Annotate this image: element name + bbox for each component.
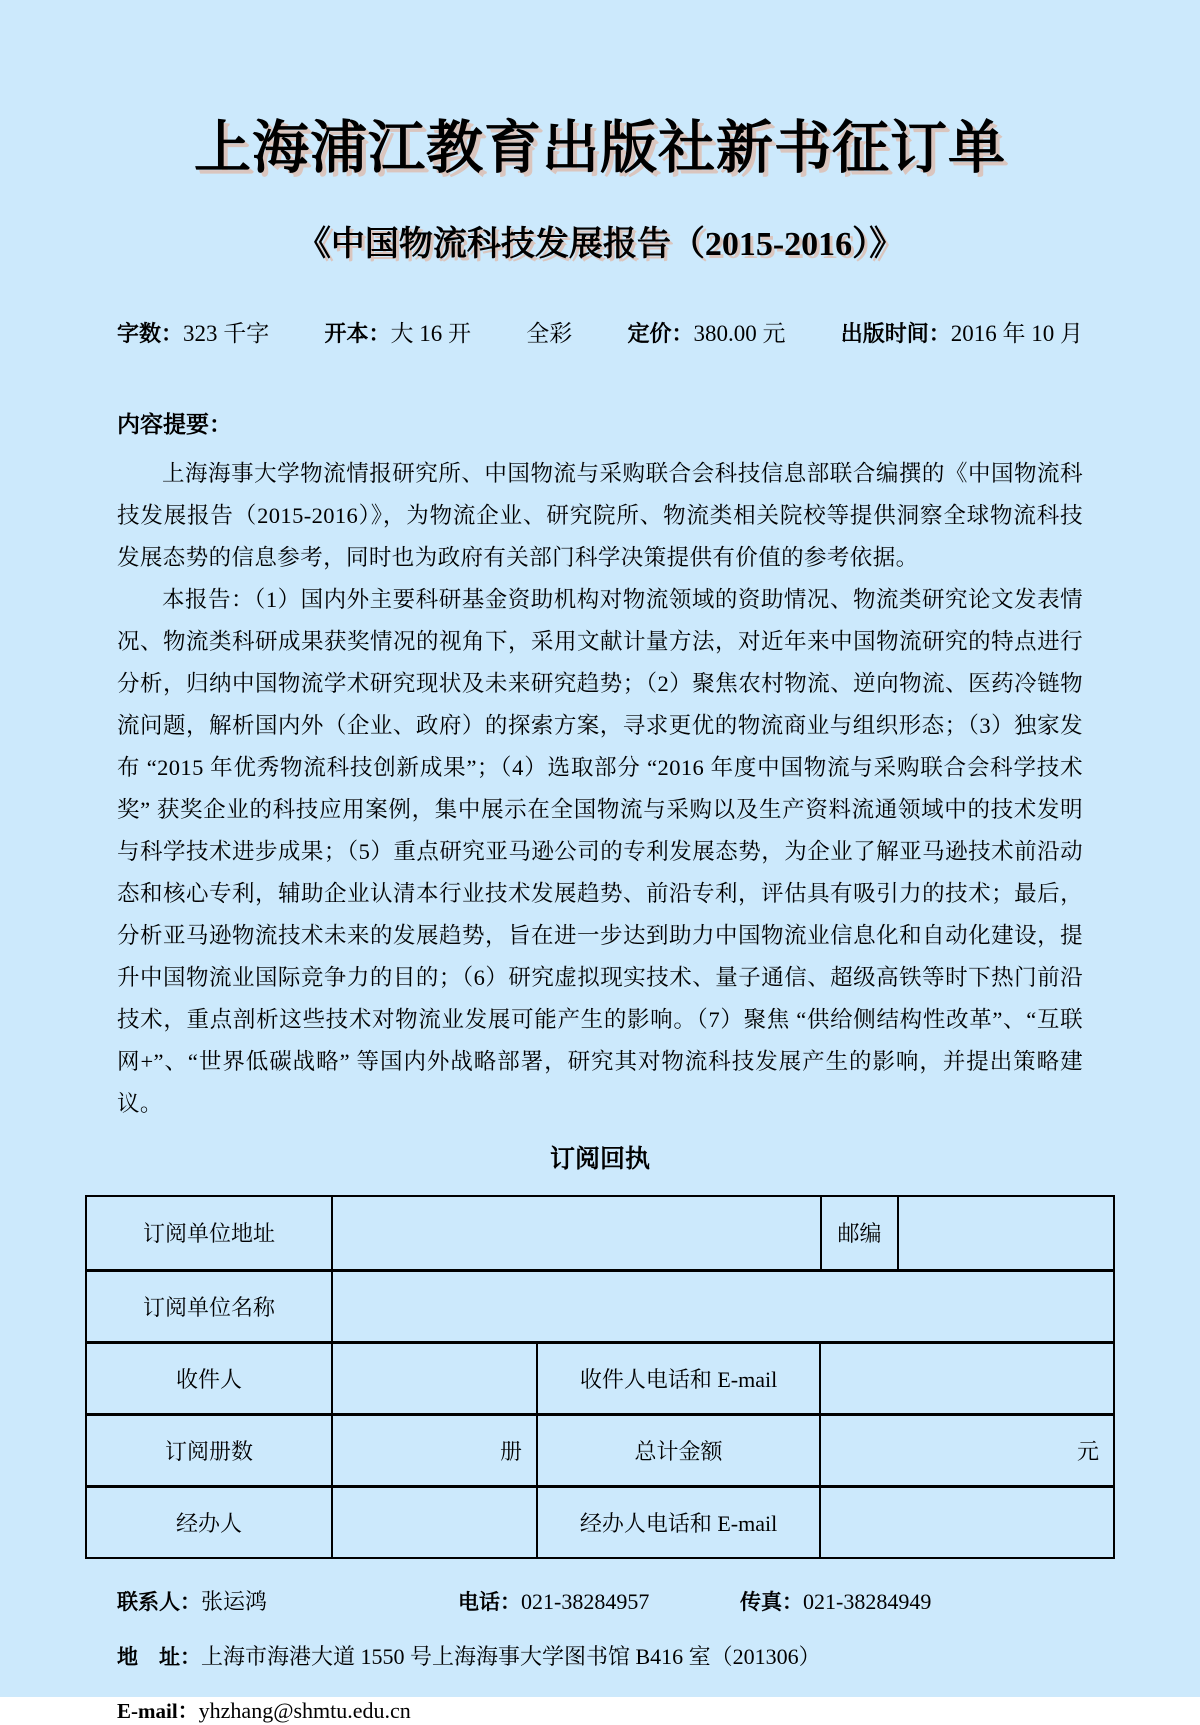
total-amount-field[interactable]: 元 [819, 1416, 1113, 1485]
address-label: 订阅单位地址 [142, 1221, 275, 1247]
email-line [117, 1695, 1083, 1725]
address-footer-value: 上海市海港大道 1550 号上海海事大学图书馆 B416 室（201306） [201, 1643, 821, 1669]
fax-value: 021-38284949 [803, 1588, 932, 1614]
format [325, 315, 472, 348]
price [627, 315, 785, 348]
price-value: 380.00 元 [693, 320, 786, 346]
recipient-contact-label: 收件人电话和 E-mail [536, 1344, 819, 1413]
table-row-address [87, 1197, 1113, 1269]
word-count-label: 字数： [117, 320, 184, 346]
book-title: 《中国物流科技发展报告（2015-2016）》 [296, 225, 904, 263]
summary-body [117, 453, 1083, 1125]
postcode-label: 邮编 [820, 1197, 897, 1269]
address-field[interactable] [331, 1197, 820, 1269]
recipient-label: 收件人 [175, 1366, 242, 1392]
address-line [117, 1640, 1083, 1671]
unit-name-label: 订阅单位名称 [142, 1294, 275, 1320]
handler-label: 经办人 [175, 1510, 242, 1536]
contact-person [117, 1585, 458, 1616]
page-title: 上海浦江教育出版社新书征订单 [194, 116, 1006, 180]
contact-line [117, 1585, 1083, 1616]
color-note: 全彩 [526, 320, 573, 346]
handler-contact-field[interactable] [819, 1488, 1113, 1557]
table-row-handler [87, 1485, 1113, 1557]
contact-footer [117, 1585, 1083, 1725]
word-count-value: 323 千字 [183, 320, 270, 346]
fax [740, 1586, 931, 1616]
contact-person-value: 张运鸿 [201, 1588, 268, 1614]
summary-paragraph-1: 上海海事大学物流情报研究所、中国物流与采购联合会科技信息部联合编撰的《中国物流科技发展报告（2015-2016）》，为物流企业、研究院所、物流类相关院校等提供洞察全球物流科技发展态势的信息参考，同时也为政府有关部门科学决策提供有价值的参考依据。 [117, 460, 1083, 570]
word-count [117, 315, 269, 348]
table-row-unit-name [87, 1269, 1113, 1341]
price-label: 定价： [627, 320, 694, 346]
book-info-line [117, 315, 1083, 348]
postcode-field[interactable] [897, 1197, 1113, 1269]
recipient-field[interactable] [331, 1344, 536, 1413]
receipt-heading: 订阅回执 [549, 1145, 650, 1173]
unit-name-field[interactable] [331, 1272, 1113, 1341]
fax-label: 传真： [740, 1590, 803, 1614]
pub-date [841, 315, 1083, 348]
phone [458, 1586, 740, 1616]
pub-date-value: 2016 年 10 月 [950, 320, 1083, 346]
subscription-receipt-table [85, 1195, 1115, 1559]
total-amount-label: 总计金额 [536, 1416, 819, 1485]
phone-value: 021-38284957 [521, 1588, 650, 1614]
phone-label: 电话： [458, 1590, 521, 1614]
format-label: 开本： [324, 320, 391, 346]
table-row-recipient [87, 1341, 1113, 1413]
recipient-contact-field[interactable] [819, 1344, 1113, 1413]
summary-heading: 内容提要： [117, 410, 232, 437]
format-value: 大 16 开 [390, 320, 472, 346]
contact-person-label: 联系人： [117, 1590, 201, 1614]
table-row-quantity [87, 1413, 1113, 1485]
address-footer-label: 地 址： [117, 1645, 201, 1669]
quantity-label: 订阅册数 [164, 1438, 253, 1464]
summary-paragraph-2: 本报告：（1）国内外主要科研基金资助机构对物流领域的资助情况、物流类研究论文发表情况、物流类科研成果获奖情况的视角下，采用文献计量方法，对近年来中国物流研究的特点进行分析，归纳中国物流学术研究现状及未来研究趋势；（2）聚焦农村物流、逆向物流、医药冷链物流问题，解析国内外（企业、政府）的探索方案，寻求更优的物流商业与组织形态；（3）独家发布 “2015 年优秀物流科技创新成果”；（4）选取部分 “2016 年度中国物流与采购联合会科学技术奖” 获奖企业的科技应用案例，集中展示在全国物流与采购以及生产资料流通领域中的技术发明与科学技术进步成果；（5）重点研究亚马逊公司的专利发展态势，为企业了解亚马逊技术前沿动态和核心专利，辅助企业认清本行业技术发展趋势、前沿专利，评估具有吸引力的技术；最后，分析亚马逊物流技术未来的发展趋势，旨在进一步达到助力中国物流业信息化和自动化建设，提升中国物流业国际竞争力的目的；（6）研究虚拟现实技术、量子通信、超级高铁等时下热门前沿技术，重点剖析这些技术对物流业发展可能产生的影响。（7）聚焦 “供给侧结构性改革”、“互联网+”、“世界低碳战略” 等国内外战略部署，研究其对物流科技发展产生的影响，并提出策略建议。 [117, 586, 1083, 1116]
email-value: yhzhang@shmtu.edu.cn [198, 1697, 411, 1723]
handler-field[interactable] [331, 1488, 536, 1557]
handler-contact-label: 经办人电话和 E-mail [536, 1488, 819, 1557]
pub-date-label: 出版时间： [840, 320, 951, 346]
quantity-field[interactable]: 册 [331, 1416, 536, 1485]
email-label: E-mail： [117, 1698, 199, 1723]
